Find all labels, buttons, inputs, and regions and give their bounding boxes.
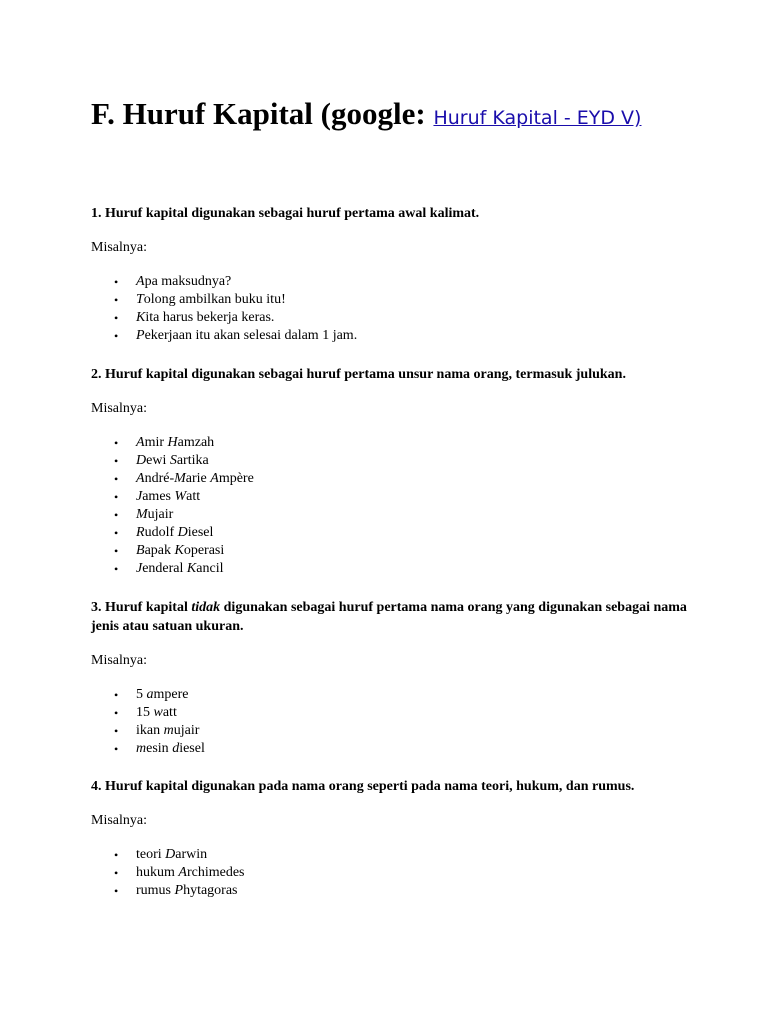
example-text: amzah bbox=[177, 435, 215, 450]
example-text: ujair bbox=[173, 723, 200, 738]
example-text: pa maksudnya? bbox=[144, 274, 232, 289]
example-list bbox=[91, 846, 691, 900]
example-capital-letter: M bbox=[136, 507, 148, 522]
example-text: hytagoras bbox=[183, 883, 238, 898]
example-text: ames bbox=[142, 489, 175, 504]
eyd-link[interactable]: Huruf Kapital - EYD V) bbox=[433, 107, 642, 129]
example-item bbox=[91, 686, 691, 704]
example-item bbox=[91, 864, 691, 882]
example-text: hukum bbox=[136, 865, 179, 880]
example-text: 5 bbox=[136, 687, 147, 702]
bullet-icon: • bbox=[114, 436, 119, 450]
example-capital-letter: d bbox=[172, 741, 180, 756]
rule-section-3 bbox=[91, 598, 691, 758]
example-capital-letter: T bbox=[136, 292, 144, 307]
page-title bbox=[91, 94, 641, 138]
example-text: teori bbox=[136, 847, 166, 862]
example-capital-letter: H bbox=[167, 435, 178, 450]
example-item bbox=[91, 560, 691, 578]
example-capital-letter: a bbox=[146, 687, 154, 702]
example-item bbox=[91, 488, 691, 506]
bullet-icon: • bbox=[114, 562, 119, 576]
bullet-icon: • bbox=[114, 526, 119, 540]
example-text: operasi bbox=[183, 543, 225, 558]
example-item bbox=[91, 470, 691, 488]
example-capital-letter: S bbox=[169, 453, 177, 468]
example-text: rchimedes bbox=[186, 865, 245, 880]
rule-section-2 bbox=[91, 365, 691, 578]
example-capital-letter: A bbox=[210, 471, 219, 486]
rule-text-part: 3. Huruf kapital bbox=[91, 600, 192, 615]
example-text: ujair bbox=[147, 507, 174, 522]
bullet-icon: • bbox=[114, 275, 119, 289]
example-capital-letter: m bbox=[136, 741, 147, 756]
bullet-icon: • bbox=[114, 311, 119, 325]
bullet-icon: • bbox=[114, 688, 119, 702]
example-item bbox=[91, 846, 691, 864]
example-label: Misalnya: bbox=[91, 401, 147, 416]
example-text: ikan bbox=[136, 723, 164, 738]
example-capital-letter: J bbox=[136, 561, 143, 576]
example-text: olong ambilkan buku itu! bbox=[143, 292, 286, 307]
example-text: udolf bbox=[144, 525, 178, 540]
example-item bbox=[91, 704, 691, 722]
example-text: apak bbox=[144, 543, 175, 558]
rule-heading: 4. Huruf kapital digunakan pada nama orang seperti pada nama teori, hukum, dan rumus. bbox=[91, 779, 635, 794]
bullet-icon: • bbox=[114, 724, 119, 738]
example-capital-letter: K bbox=[186, 561, 197, 576]
example-text: 15 bbox=[136, 705, 154, 720]
example-item bbox=[91, 452, 691, 470]
bullet-icon: • bbox=[114, 508, 119, 522]
example-capital-letter: A bbox=[136, 435, 145, 450]
example-item bbox=[91, 740, 691, 758]
rule-heading: 2. Huruf kapital digunakan sebagai huruf pertama unsur nama orang, termasuk julukan. bbox=[91, 367, 626, 382]
example-item bbox=[91, 273, 691, 291]
example-capital-letter: K bbox=[174, 543, 184, 558]
bullet-icon: • bbox=[114, 490, 119, 504]
example-capital-letter: D bbox=[136, 453, 147, 468]
example-text: att bbox=[162, 705, 177, 720]
example-list bbox=[91, 686, 691, 758]
example-text: rumus bbox=[136, 883, 175, 898]
example-capital-letter: J bbox=[136, 489, 143, 504]
example-item bbox=[91, 722, 691, 740]
example-capital-letter: W bbox=[174, 489, 187, 504]
example-list bbox=[91, 273, 691, 345]
example-item bbox=[91, 434, 691, 452]
example-text: mir bbox=[144, 435, 168, 450]
example-text: ancil bbox=[196, 561, 224, 576]
example-capital-letter: P bbox=[174, 883, 184, 898]
example-item bbox=[91, 291, 691, 309]
example-capital-letter: P bbox=[136, 328, 145, 343]
example-text: iesel bbox=[187, 525, 214, 540]
example-text: iesel bbox=[179, 741, 205, 756]
bullet-icon: • bbox=[114, 742, 119, 756]
example-item bbox=[91, 882, 691, 900]
rule-section-4 bbox=[91, 777, 691, 900]
example-label: Misalnya: bbox=[91, 240, 147, 255]
example-label: Misalnya: bbox=[91, 653, 147, 668]
example-text: ewi bbox=[146, 453, 170, 468]
rule-heading bbox=[91, 598, 691, 636]
example-text: ita harus bekerja keras. bbox=[145, 310, 275, 325]
example-capital-letter: D bbox=[165, 847, 176, 862]
example-item bbox=[91, 542, 691, 560]
example-text: ekerjaan itu akan selesai dalam 1 jam. bbox=[144, 328, 358, 343]
example-item bbox=[91, 506, 691, 524]
example-text: esin bbox=[146, 741, 173, 756]
example-capital-letter: m bbox=[163, 723, 174, 738]
example-text: artika bbox=[176, 453, 209, 468]
example-text: mpere bbox=[153, 687, 189, 702]
bullet-icon: • bbox=[114, 866, 119, 880]
example-capital-letter: A bbox=[178, 865, 187, 880]
bullet-icon: • bbox=[114, 293, 119, 307]
bullet-icon: • bbox=[114, 884, 119, 898]
example-text: mpère bbox=[218, 471, 254, 486]
example-text: arwin bbox=[175, 847, 208, 862]
example-label: Misalnya: bbox=[91, 813, 147, 828]
example-text: ndré- bbox=[144, 471, 175, 486]
example-text: enderal bbox=[142, 561, 187, 576]
example-capital-letter: D bbox=[177, 525, 188, 540]
bullet-icon: • bbox=[114, 329, 119, 343]
bullet-icon: • bbox=[114, 544, 119, 558]
example-capital-letter: w bbox=[153, 705, 163, 720]
example-text: arie bbox=[185, 471, 211, 486]
example-capital-letter: A bbox=[136, 471, 145, 486]
rule-heading: 1. Huruf kapital digunakan sebagai huruf pertama awal kalimat. bbox=[91, 206, 480, 221]
example-list bbox=[91, 434, 691, 578]
example-capital-letter: K bbox=[136, 310, 146, 325]
example-item bbox=[91, 309, 691, 327]
example-item bbox=[91, 327, 691, 345]
example-capital-letter: B bbox=[136, 543, 145, 558]
example-capital-letter: R bbox=[136, 525, 145, 540]
bullet-icon: • bbox=[114, 454, 119, 468]
rule-text-emphasis: tidak bbox=[191, 600, 221, 615]
rule-section-1 bbox=[91, 204, 691, 345]
bullet-icon: • bbox=[114, 848, 119, 862]
example-text: att bbox=[186, 489, 201, 504]
page-title-text: F. Huruf Kapital (google: bbox=[91, 96, 434, 131]
example-capital-letter: A bbox=[136, 274, 145, 289]
rule-text-part: digunakan sebagai huruf pertama nama orang yang digunakan sebagai nama jenis atau satuan ukuran. bbox=[91, 600, 687, 634]
example-capital-letter: M bbox=[174, 471, 186, 486]
bullet-icon: • bbox=[114, 706, 119, 720]
example-item bbox=[91, 524, 691, 542]
bullet-icon: • bbox=[114, 472, 119, 486]
